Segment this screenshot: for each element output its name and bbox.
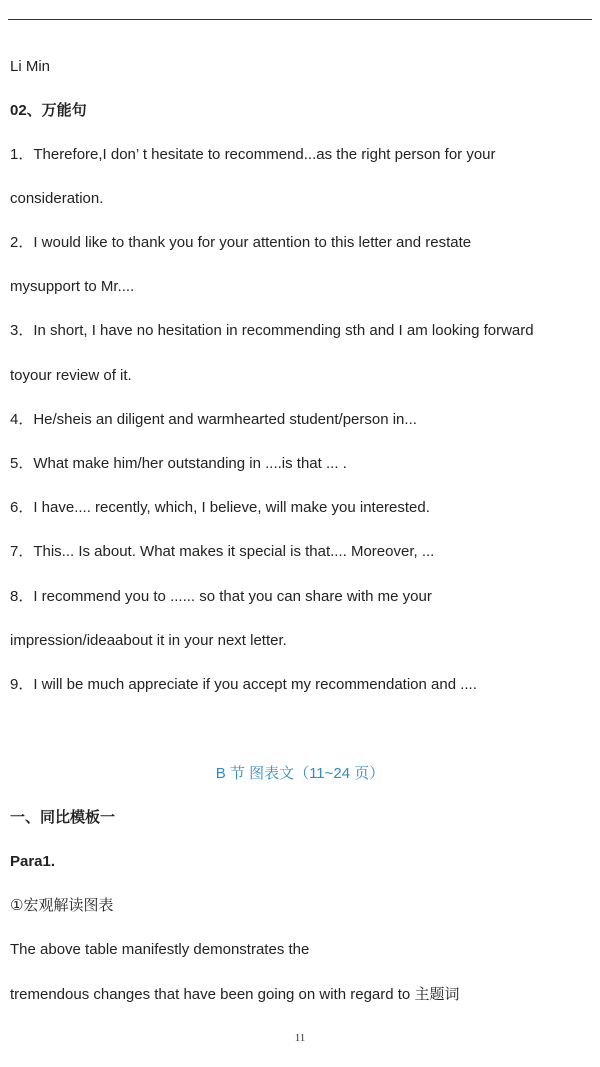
sentence-line-5: 3．In short, I have no hesitation in recommending sth and I am looking forward [10, 322, 534, 339]
sentence-line-11: 8．I recommend you to ...... so that you can share with me your [10, 588, 432, 605]
sentence-line-8: 5．What make him/her outstanding in ....is that ... . [10, 455, 347, 472]
page-number: 11 [294, 1032, 306, 1044]
sentence-line-7: 4．He/sheis an diligent and warmhearted student/person in... [10, 411, 417, 428]
template-heading: 一、同比模板一 [10, 809, 116, 826]
sentence-line-13: 9．I will be much appreciate if you accept my recommendation and .... [10, 676, 477, 693]
para-label: Para1. [10, 853, 56, 870]
body-line-1: The above table manifestly demonstrates the [10, 941, 310, 958]
sentence-line-1: 1．Therefore,I don’ t hesitate to recommend...as the right person for your [10, 146, 496, 163]
signature: Li Min [10, 58, 51, 75]
section-title: B 节 图表文（11~24 页） [215, 765, 385, 782]
sentence-line-10: 7．This... Is about. What makes it special is that.... Moreover, ... [10, 543, 435, 560]
heading-02: 02、万能句 [10, 102, 87, 119]
body-line-2: tremendous changes that have been going on with regard to 主题词 [10, 986, 460, 1003]
sentence-line-9: 6．I have.... recently, which, I believe, will make you interested. [10, 499, 430, 516]
sentence-line-3: 2．I would like to thank you for your attention to this letter and restate [10, 234, 472, 251]
header-rule [8, 19, 592, 20]
step-label: ①宏观解读图表 [10, 897, 114, 914]
sentence-line-2: consideration. [10, 190, 104, 207]
sentence-line-12: impression/ideaabout it in your next letter. [10, 632, 287, 649]
sentence-line-4: mysupport to Mr.... [10, 278, 135, 295]
sentence-line-6: toyour review of it. [10, 367, 132, 384]
